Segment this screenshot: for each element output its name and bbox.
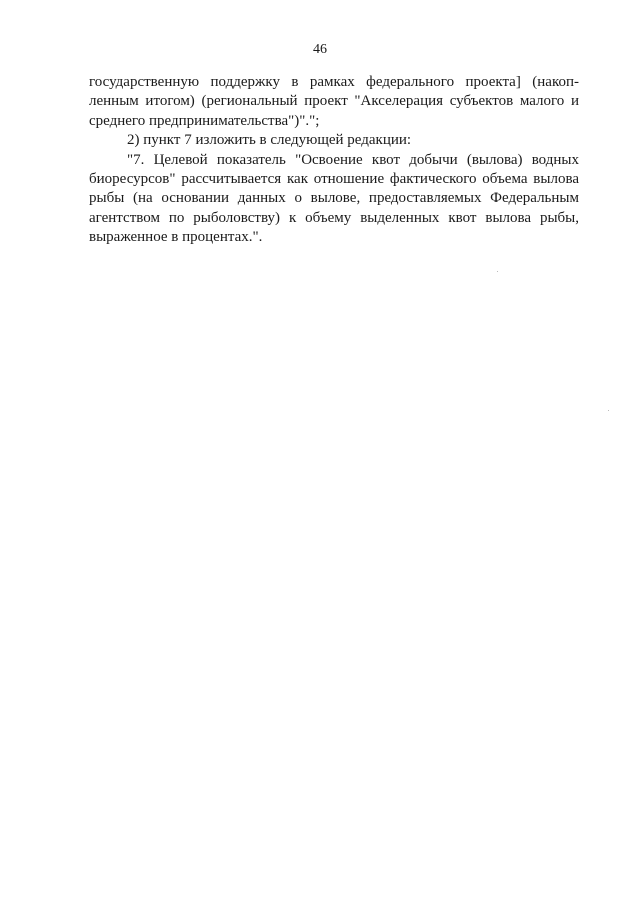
paragraph-continuation: государственную поддержку в рамках федерального проекта] (накоп-ленным итогом) (региональный проект "Акселерация субъектов малого и среднего предпринимательства")".";: [89, 74, 579, 129]
document-body: [89, 73, 579, 248]
scan-speck: [608, 410, 609, 411]
paragraph-item-2: 2) пункт 7 изложить в следующей редакции:: [127, 132, 412, 149]
page-number: 46: [313, 42, 327, 57]
scan-speck: [497, 271, 498, 272]
paragraph-item-7: "7. Целевой показатель "Освоение квот добычи (вылова) водных биоресурсов" рассчитывается как отношение фактического объема вылова рыбы (на основании данных о вылове, предоставляемых Федеральным агентством по рыболовству) к объему выделенных квот вылова рыбы, выраженное в процентах.".: [89, 151, 579, 246]
